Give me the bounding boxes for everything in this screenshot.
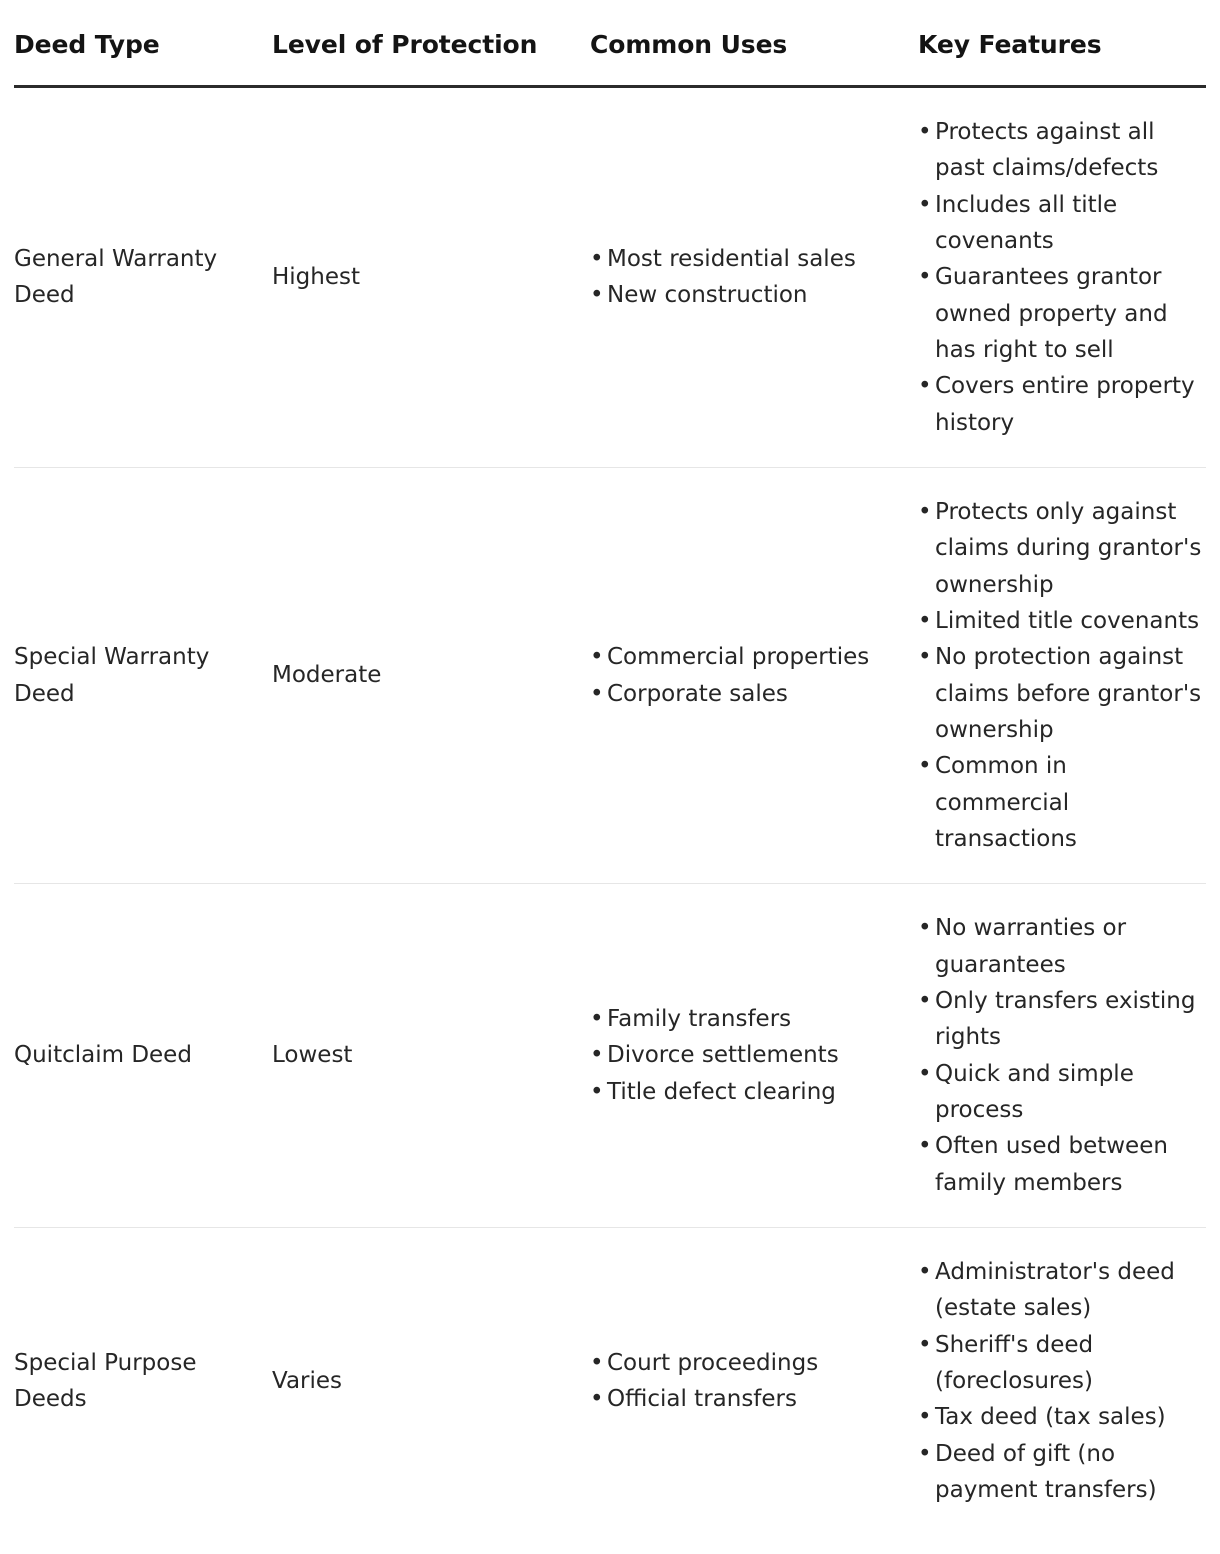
column-header-key-features: Key Features	[918, 30, 1102, 59]
cell-key-features	[918, 87, 1206, 468]
list-item: • New construction	[590, 277, 904, 313]
common-uses-list	[590, 1001, 904, 1110]
key-features-list	[918, 494, 1206, 857]
cell-deed-type: Quitclaim Deed	[14, 1042, 192, 1069]
list-item: • Corporate sales	[590, 676, 904, 712]
cell-common-uses	[590, 884, 918, 1228]
cell-protection: Varies	[272, 1367, 343, 1394]
key-features-list	[918, 114, 1206, 441]
table-body	[14, 87, 1206, 1535]
key-features-list	[918, 1254, 1206, 1508]
common-uses-list	[590, 639, 904, 712]
list-item: • Family transfers	[590, 1001, 904, 1037]
list-item: • Deed of gift (no payment transfers)	[918, 1436, 1206, 1509]
cell-key-features	[918, 884, 1206, 1228]
list-item: • Administrator's deed (estate sales)	[918, 1254, 1206, 1327]
list-item: • Guarantees grantor owned property and has right to sell	[918, 259, 1206, 368]
column-header-common-uses: Common Uses	[590, 30, 788, 59]
cell-protection: Lowest	[272, 1042, 353, 1069]
table-row	[14, 87, 1206, 468]
column-header-level-of-protection: Level of Protection	[272, 30, 538, 59]
table-header-row	[14, 30, 1206, 87]
list-item: • Limited title covenants	[918, 603, 1206, 639]
list-item: • Often used between family members	[918, 1128, 1206, 1201]
table-header	[14, 30, 1206, 87]
list-item: • Protects only against claims during grantor's ownership	[918, 494, 1206, 603]
table-row	[14, 884, 1206, 1228]
table-row	[14, 1227, 1206, 1534]
deed-comparison-table	[14, 30, 1206, 1534]
cell-common-uses	[590, 87, 918, 468]
list-item: • Most residential sales	[590, 241, 904, 277]
cell-deed-type: Special Purpose Deeds	[14, 1349, 197, 1412]
list-item: • Common in commercial transactions	[918, 748, 1206, 857]
table-row	[14, 467, 1206, 883]
cell-protection: Moderate	[272, 662, 382, 689]
cell-key-features	[918, 1227, 1206, 1534]
list-item: • Divorce settlements	[590, 1037, 904, 1073]
list-item: • Only transfers existing rights	[918, 983, 1206, 1056]
common-uses-list	[590, 241, 904, 314]
list-item: • Court proceedings	[590, 1345, 904, 1381]
list-item: • Official transfers	[590, 1381, 904, 1417]
key-features-list	[918, 910, 1206, 1201]
list-item: • Includes all title covenants	[918, 187, 1206, 260]
cell-key-features	[918, 467, 1206, 883]
list-item: • Sheriff's deed (foreclosures)	[918, 1327, 1206, 1400]
cell-deed-type: Special Warranty Deed	[14, 644, 210, 707]
list-item: • Commercial properties	[590, 639, 904, 675]
list-item: • Title defect clearing	[590, 1074, 904, 1110]
list-item: • Protects against all past claims/defects	[918, 114, 1206, 187]
list-item: • Tax deed (tax sales)	[918, 1399, 1206, 1435]
list-item: • No warranties or guarantees	[918, 910, 1206, 983]
cell-protection: Highest	[272, 264, 361, 291]
column-header-deed-type: Deed Type	[14, 30, 160, 59]
list-item: • No protection against claims before grantor's ownership	[918, 639, 1206, 748]
cell-common-uses	[590, 467, 918, 883]
cell-common-uses	[590, 1227, 918, 1534]
cell-deed-type: General Warranty Deed	[14, 246, 218, 309]
common-uses-list	[590, 1345, 904, 1418]
list-item: • Covers entire property history	[918, 368, 1206, 441]
list-item: • Quick and simple process	[918, 1056, 1206, 1129]
